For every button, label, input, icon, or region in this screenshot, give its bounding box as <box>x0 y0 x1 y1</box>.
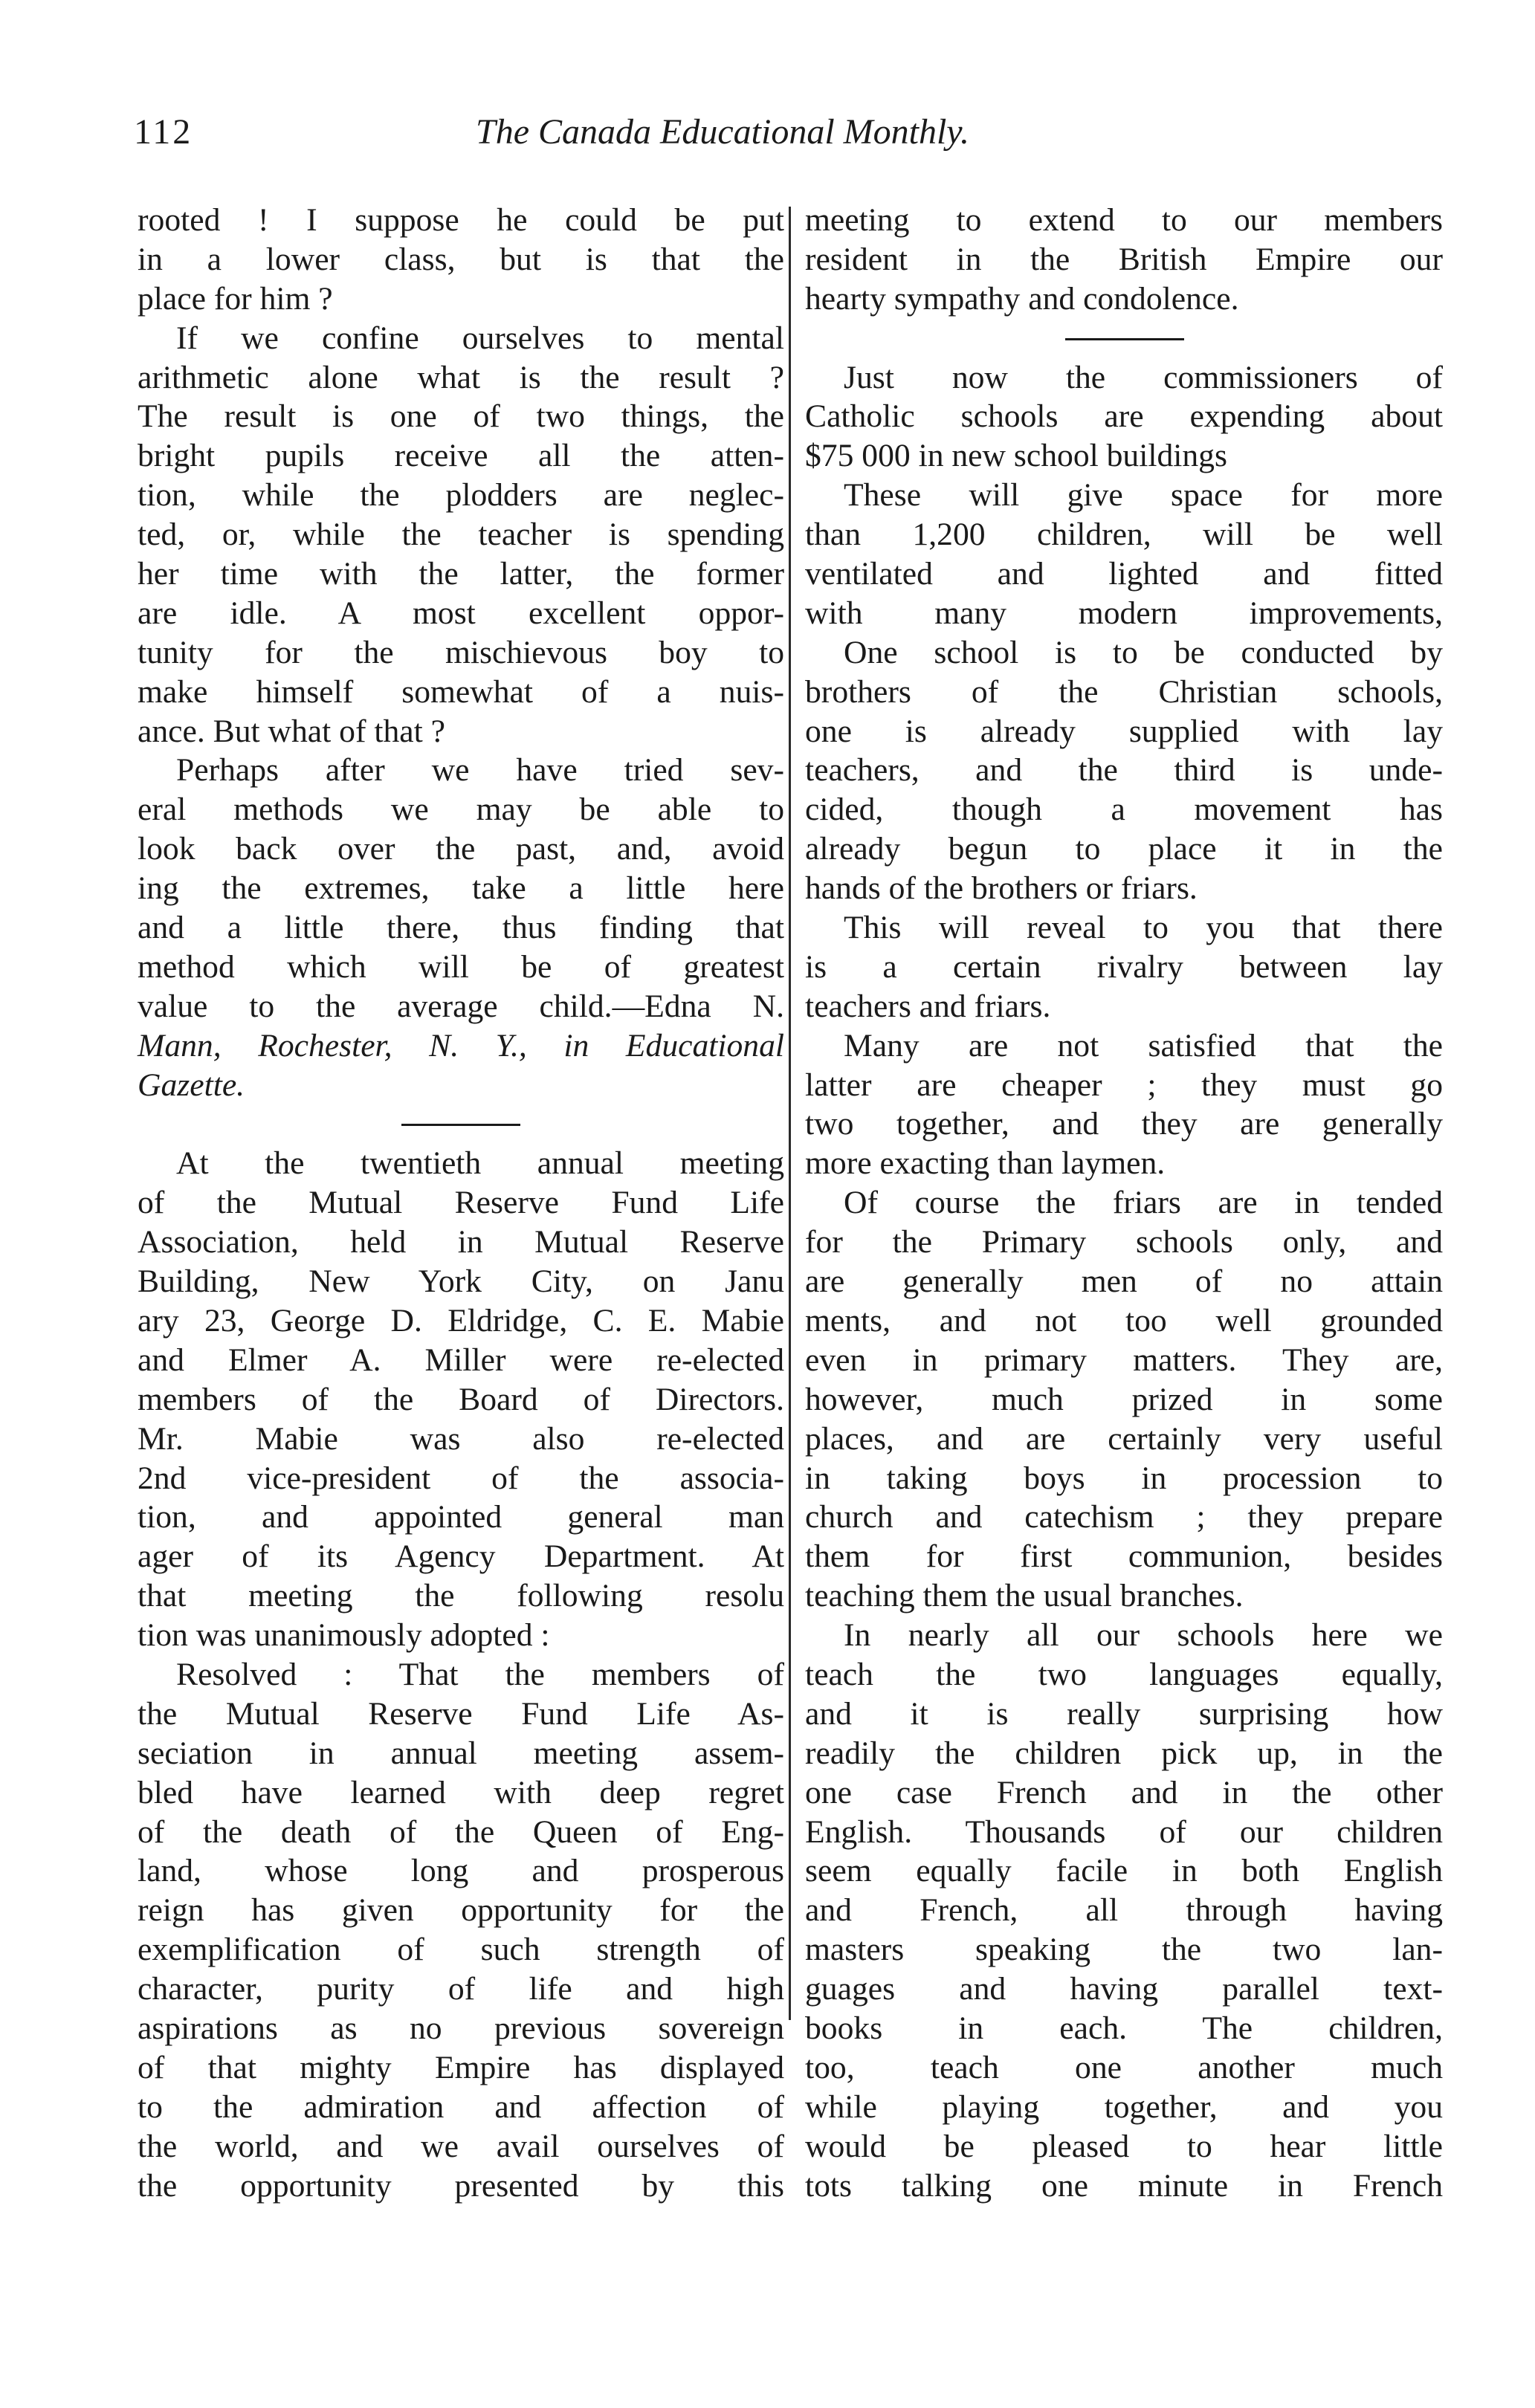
text-line: in taking boys in procession to <box>805 1460 1443 1496</box>
text-line: members of the Board of Directors. <box>138 1381 784 1417</box>
text-line: value to the average child.—Edna N. <box>138 988 784 1024</box>
text-line: Catholic schools are expending about <box>805 398 1443 435</box>
text-line: latter are cheaper ; they must go <box>805 1067 1443 1103</box>
paragraph <box>138 1144 784 1655</box>
text-line: to the admiration and affection of <box>138 2088 784 2125</box>
text-line: Just now the commissioners of <box>844 359 1443 395</box>
text-line: Many are not satisfied that the <box>844 1027 1443 1064</box>
text-line: look back over the past, and, avoid <box>138 831 784 867</box>
text-line: One school is to be conducted by <box>844 634 1443 670</box>
text-line: eral methods we may be able to <box>138 792 784 828</box>
text-line: guages and having parallel text- <box>805 1971 1443 2007</box>
text-line: exemplification of such strength of <box>138 1932 784 1968</box>
text-line: $75 000 in new school buildings <box>805 438 1227 474</box>
text-line: too, teach one another much <box>805 2049 1443 2085</box>
text-line: This will reveal to you that there <box>844 910 1443 946</box>
text-line: tots talking one minute in French <box>805 2167 1443 2204</box>
text-line: of that mighty Empire has displayed <box>138 2049 784 2085</box>
text-line: while playing together, and you <box>805 2088 1443 2125</box>
text-line: arithmetic alone what is the result ? <box>138 359 784 395</box>
text-line: would be pleased to hear little <box>805 2128 1443 2164</box>
right-column <box>805 201 1443 2205</box>
text-line: resident in the British Empire our <box>805 241 1443 277</box>
page-header <box>134 111 1442 171</box>
text-line: teachers, and the third is unde- <box>805 752 1443 789</box>
text-line: Mr. Mabie was also re-elected <box>138 1420 784 1457</box>
text-line: readily the children pick up, in the <box>805 1735 1443 1771</box>
text-line: the opportunity presented by this <box>138 2167 784 2204</box>
text-line: If we confine ourselves to mental <box>176 320 784 356</box>
text-line: reign has given opportunity for the <box>138 1892 784 1929</box>
text-line: ager of its Agency Department. At <box>138 1538 784 1575</box>
paragraph <box>138 201 784 319</box>
text-line: with many modern improvements, <box>805 595 1443 631</box>
text-line: and it is really surprising how <box>805 1695 1443 1732</box>
text-line: in a lower class, but is that the <box>138 241 784 277</box>
text-line: is a certain rivalry between lay <box>805 948 1443 985</box>
paragraph <box>805 201 1443 319</box>
text-line: her time with the latter, the former <box>138 556 784 592</box>
text-line: teach the two languages equally, <box>805 1656 1443 1692</box>
paragraph <box>805 358 1443 908</box>
paragraph <box>805 1026 1443 1184</box>
page-number: 112 <box>134 112 193 152</box>
text-line: one is already supplied with lay <box>805 713 1443 749</box>
left-column <box>138 201 784 2205</box>
text-line: hearty sympathy and condolence. <box>805 280 1239 317</box>
text-line: however, much prized in some <box>805 1381 1443 1417</box>
text-line: than 1,200 children, will be well <box>805 517 1443 553</box>
text-line: masters speaking the two lan- <box>805 1932 1443 1968</box>
text-line: Building, New York City, on Janu <box>138 1263 784 1300</box>
paragraph <box>805 908 1443 1026</box>
text-line: the Mutual Reserve Fund Life As- <box>138 1695 784 1732</box>
text-line: cided, though a movement has <box>805 792 1443 828</box>
text-line: are idle. A most excellent oppor- <box>138 595 784 631</box>
text-line: tion, and appointed general man <box>138 1499 784 1535</box>
column-divider <box>789 207 791 2020</box>
text-line: even in primary matters. They are, <box>805 1341 1443 1378</box>
text-line: teachers and friars. <box>805 988 1051 1024</box>
running-title: The Canada Educational Monthly. <box>476 112 969 152</box>
text-line: tion, while the plodders are neglec- <box>138 477 784 514</box>
text-line: Perhaps after we have tried sev- <box>176 752 784 789</box>
text-line: ments, and not too well grounded <box>805 1302 1443 1339</box>
text-line: In nearly all our schools here we <box>844 1617 1443 1654</box>
paragraph <box>138 1655 784 2205</box>
section-separator <box>138 1104 784 1144</box>
text-line: more exacting than laymen. <box>805 1145 1166 1182</box>
text-line: seem equally facile in both English <box>805 1853 1443 1889</box>
text-line: ing the extremes, take a little here <box>138 870 784 907</box>
text-line: rooted ! I suppose he could be put <box>138 202 784 238</box>
text-line: ance. But what of that ? <box>138 713 445 749</box>
paragraph <box>805 1183 1443 1616</box>
text-line: At the twentieth annual meeting <box>176 1145 784 1182</box>
text-line: them for first communion, besides <box>805 1538 1443 1575</box>
text-line: brothers of the Christian schools, <box>805 673 1443 710</box>
text-line: church and catechism ; they prepare <box>805 1499 1443 1535</box>
citation-line: Mann, Rochester, N. Y., in Educational <box>138 1027 784 1064</box>
text-line: 2nd vice-president of the associa- <box>138 1460 784 1496</box>
text-line: English. Thousands of our children <box>805 1813 1443 1850</box>
text-line: ventilated and lighted and fitted <box>805 556 1443 592</box>
text-line: of the Mutual Reserve Fund Life <box>138 1185 784 1221</box>
text-line: make himself somewhat of a nuis- <box>138 673 784 710</box>
text-line: meeting to extend to our members <box>805 202 1443 238</box>
text-line: seciation in annual meeting assem- <box>138 1735 784 1771</box>
text-line: The result is one of two things, the <box>138 398 784 435</box>
text-line: ary 23, George D. Eldridge, C. E. Mabie <box>138 1302 784 1339</box>
text-line: ted, or, while the teacher is spending <box>138 517 784 553</box>
text-line: and a little there, thus finding that <box>138 910 784 946</box>
text-line: one case French and in the other <box>805 1774 1443 1810</box>
text-line: tunity for the mischievous boy to <box>138 634 784 670</box>
text-line: for the Primary schools only, and <box>805 1224 1443 1260</box>
section-separator <box>805 319 1443 358</box>
text-line: of the death of the Queen of Eng- <box>138 1813 784 1850</box>
text-line: hands of the brothers or friars. <box>805 870 1198 907</box>
text-line: These will give space for more <box>844 477 1443 514</box>
text-line: method which will be of greatest <box>138 948 784 985</box>
text-line: teaching them the usual branches. <box>805 1578 1244 1614</box>
text-line: bled have learned with deep regret <box>138 1774 784 1810</box>
text-line: character, purity of life and high <box>138 1971 784 2007</box>
paragraph <box>138 751 784 1104</box>
text-line: Association, held in Mutual Reserve <box>138 1224 784 1260</box>
text-line: are generally men of no attain <box>805 1263 1443 1300</box>
text-line: and Elmer A. Miller were re-elected <box>138 1341 784 1378</box>
paragraph <box>805 1616 1443 2205</box>
text-line: two together, and they are generally <box>805 1106 1443 1142</box>
text-line: Resolved : That the members of <box>176 1656 784 1692</box>
text-line: aspirations as no previous sovereign <box>138 2010 784 2046</box>
text-line: bright pupils receive all the atten- <box>138 438 784 474</box>
text-line: tion was unanimously adopted : <box>138 1617 550 1654</box>
text-line: Of course the friars are in tended <box>844 1185 1443 1221</box>
text-line: place for him ? <box>138 280 333 317</box>
paragraph <box>138 319 784 751</box>
text-line: places, and are certainly very useful <box>805 1420 1443 1457</box>
text-line: already begun to place it in the <box>805 831 1443 867</box>
text-line: books in each. The children, <box>805 2010 1443 2046</box>
text-line: that meeting the following resolu <box>138 1578 784 1614</box>
citation-line: Gazette. <box>138 1067 245 1103</box>
text-line: and French, all through having <box>805 1892 1443 1929</box>
text-line: the world, and we avail ourselves of <box>138 2128 784 2164</box>
text-line: land, whose long and prosperous <box>138 1853 784 1889</box>
